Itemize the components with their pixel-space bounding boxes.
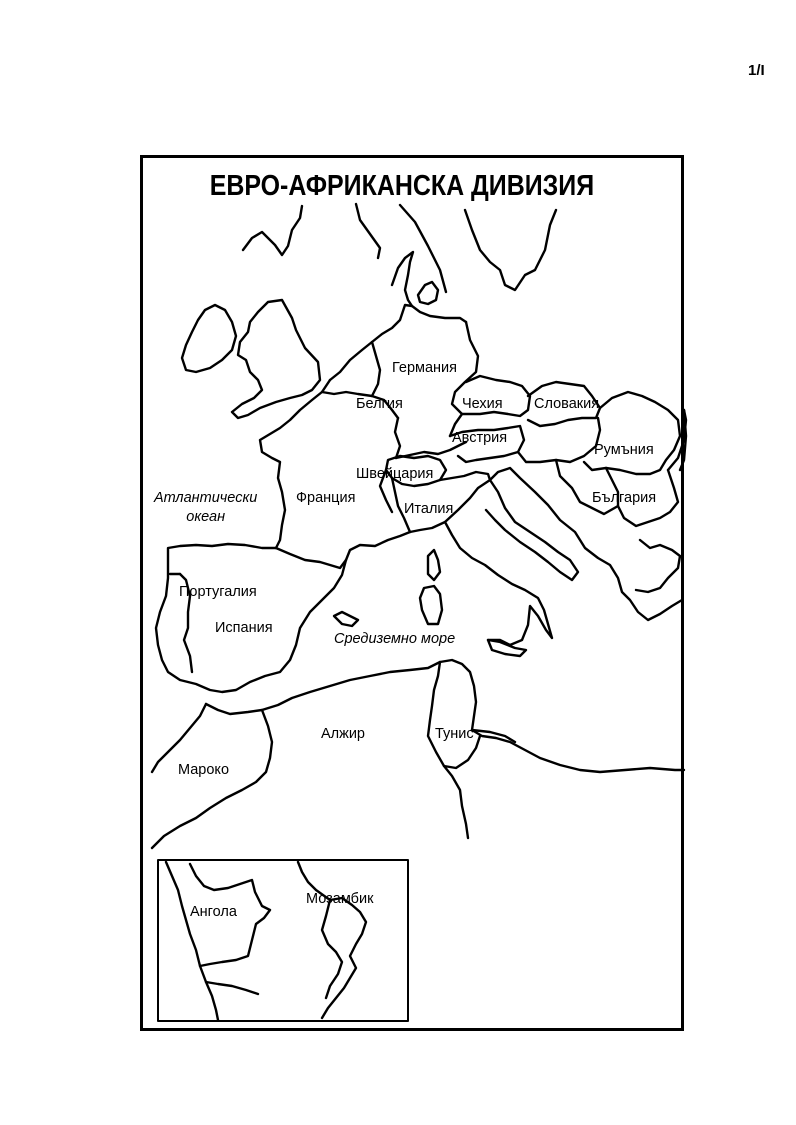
baltic-coast xyxy=(465,210,556,290)
sardinia xyxy=(420,586,442,624)
corsica xyxy=(428,550,440,580)
label-algeria: Алжир xyxy=(321,726,365,742)
mozambique-west xyxy=(322,900,342,998)
label-switzerland: Швейцария xyxy=(356,466,434,482)
germany-west xyxy=(395,418,400,458)
france-south-coast xyxy=(346,532,410,560)
hungary-border xyxy=(518,418,600,462)
ireland xyxy=(182,305,236,372)
label-tunisia: Тунис xyxy=(435,726,474,742)
belgium-east xyxy=(372,342,380,396)
label-france: Франция xyxy=(296,490,356,506)
morocco-border xyxy=(152,710,272,848)
angola-outline xyxy=(166,862,218,1020)
great-britain xyxy=(232,300,320,418)
label-germany: Германия xyxy=(392,360,458,376)
denmark-coast xyxy=(392,252,413,306)
label-morocco: Мароко xyxy=(178,762,230,778)
label-spain: Испания xyxy=(215,620,273,636)
inset-box xyxy=(158,860,408,1021)
label-czechia: Чехия xyxy=(462,396,503,412)
italy-coast xyxy=(410,522,552,645)
map-title: ЕВРО-АФРИКАНСКА ДИВИЗИЯ xyxy=(209,170,595,202)
balearic-islands xyxy=(334,612,358,626)
mozambique-outline xyxy=(322,898,366,1018)
label-ocean-line2: океан xyxy=(186,509,226,525)
label-belgium: Белгия xyxy=(356,396,403,412)
north-africa-coast xyxy=(206,660,476,730)
label-portugal: Португалия xyxy=(179,584,257,600)
label-bulgaria: България xyxy=(592,490,657,506)
label-angola: Ангола xyxy=(190,904,237,920)
label-austria: Австрия xyxy=(452,430,508,446)
label-mozambique: Мозамбик xyxy=(306,891,374,907)
label-romania: Румъния xyxy=(594,442,654,458)
sweden-coast xyxy=(356,204,380,258)
label-slovakia: Словакия xyxy=(534,396,600,412)
page-number: 1/I xyxy=(748,62,765,79)
italy-alps xyxy=(440,472,490,480)
label-atlantic-ocean xyxy=(154,489,257,527)
angola-south xyxy=(206,982,258,994)
label-mediterranean-sea: Средиземно море xyxy=(334,631,456,647)
label-italy: Италия xyxy=(404,501,454,517)
scandinavia-coast xyxy=(243,206,302,255)
danish-islands xyxy=(418,282,438,304)
iberia xyxy=(156,544,346,692)
greece-coast xyxy=(636,540,680,592)
tunisia-border xyxy=(428,662,468,838)
label-ocean-line1: Атлантически xyxy=(154,490,258,506)
pyrenees-border xyxy=(276,548,346,568)
italy-adriatic xyxy=(445,480,578,580)
